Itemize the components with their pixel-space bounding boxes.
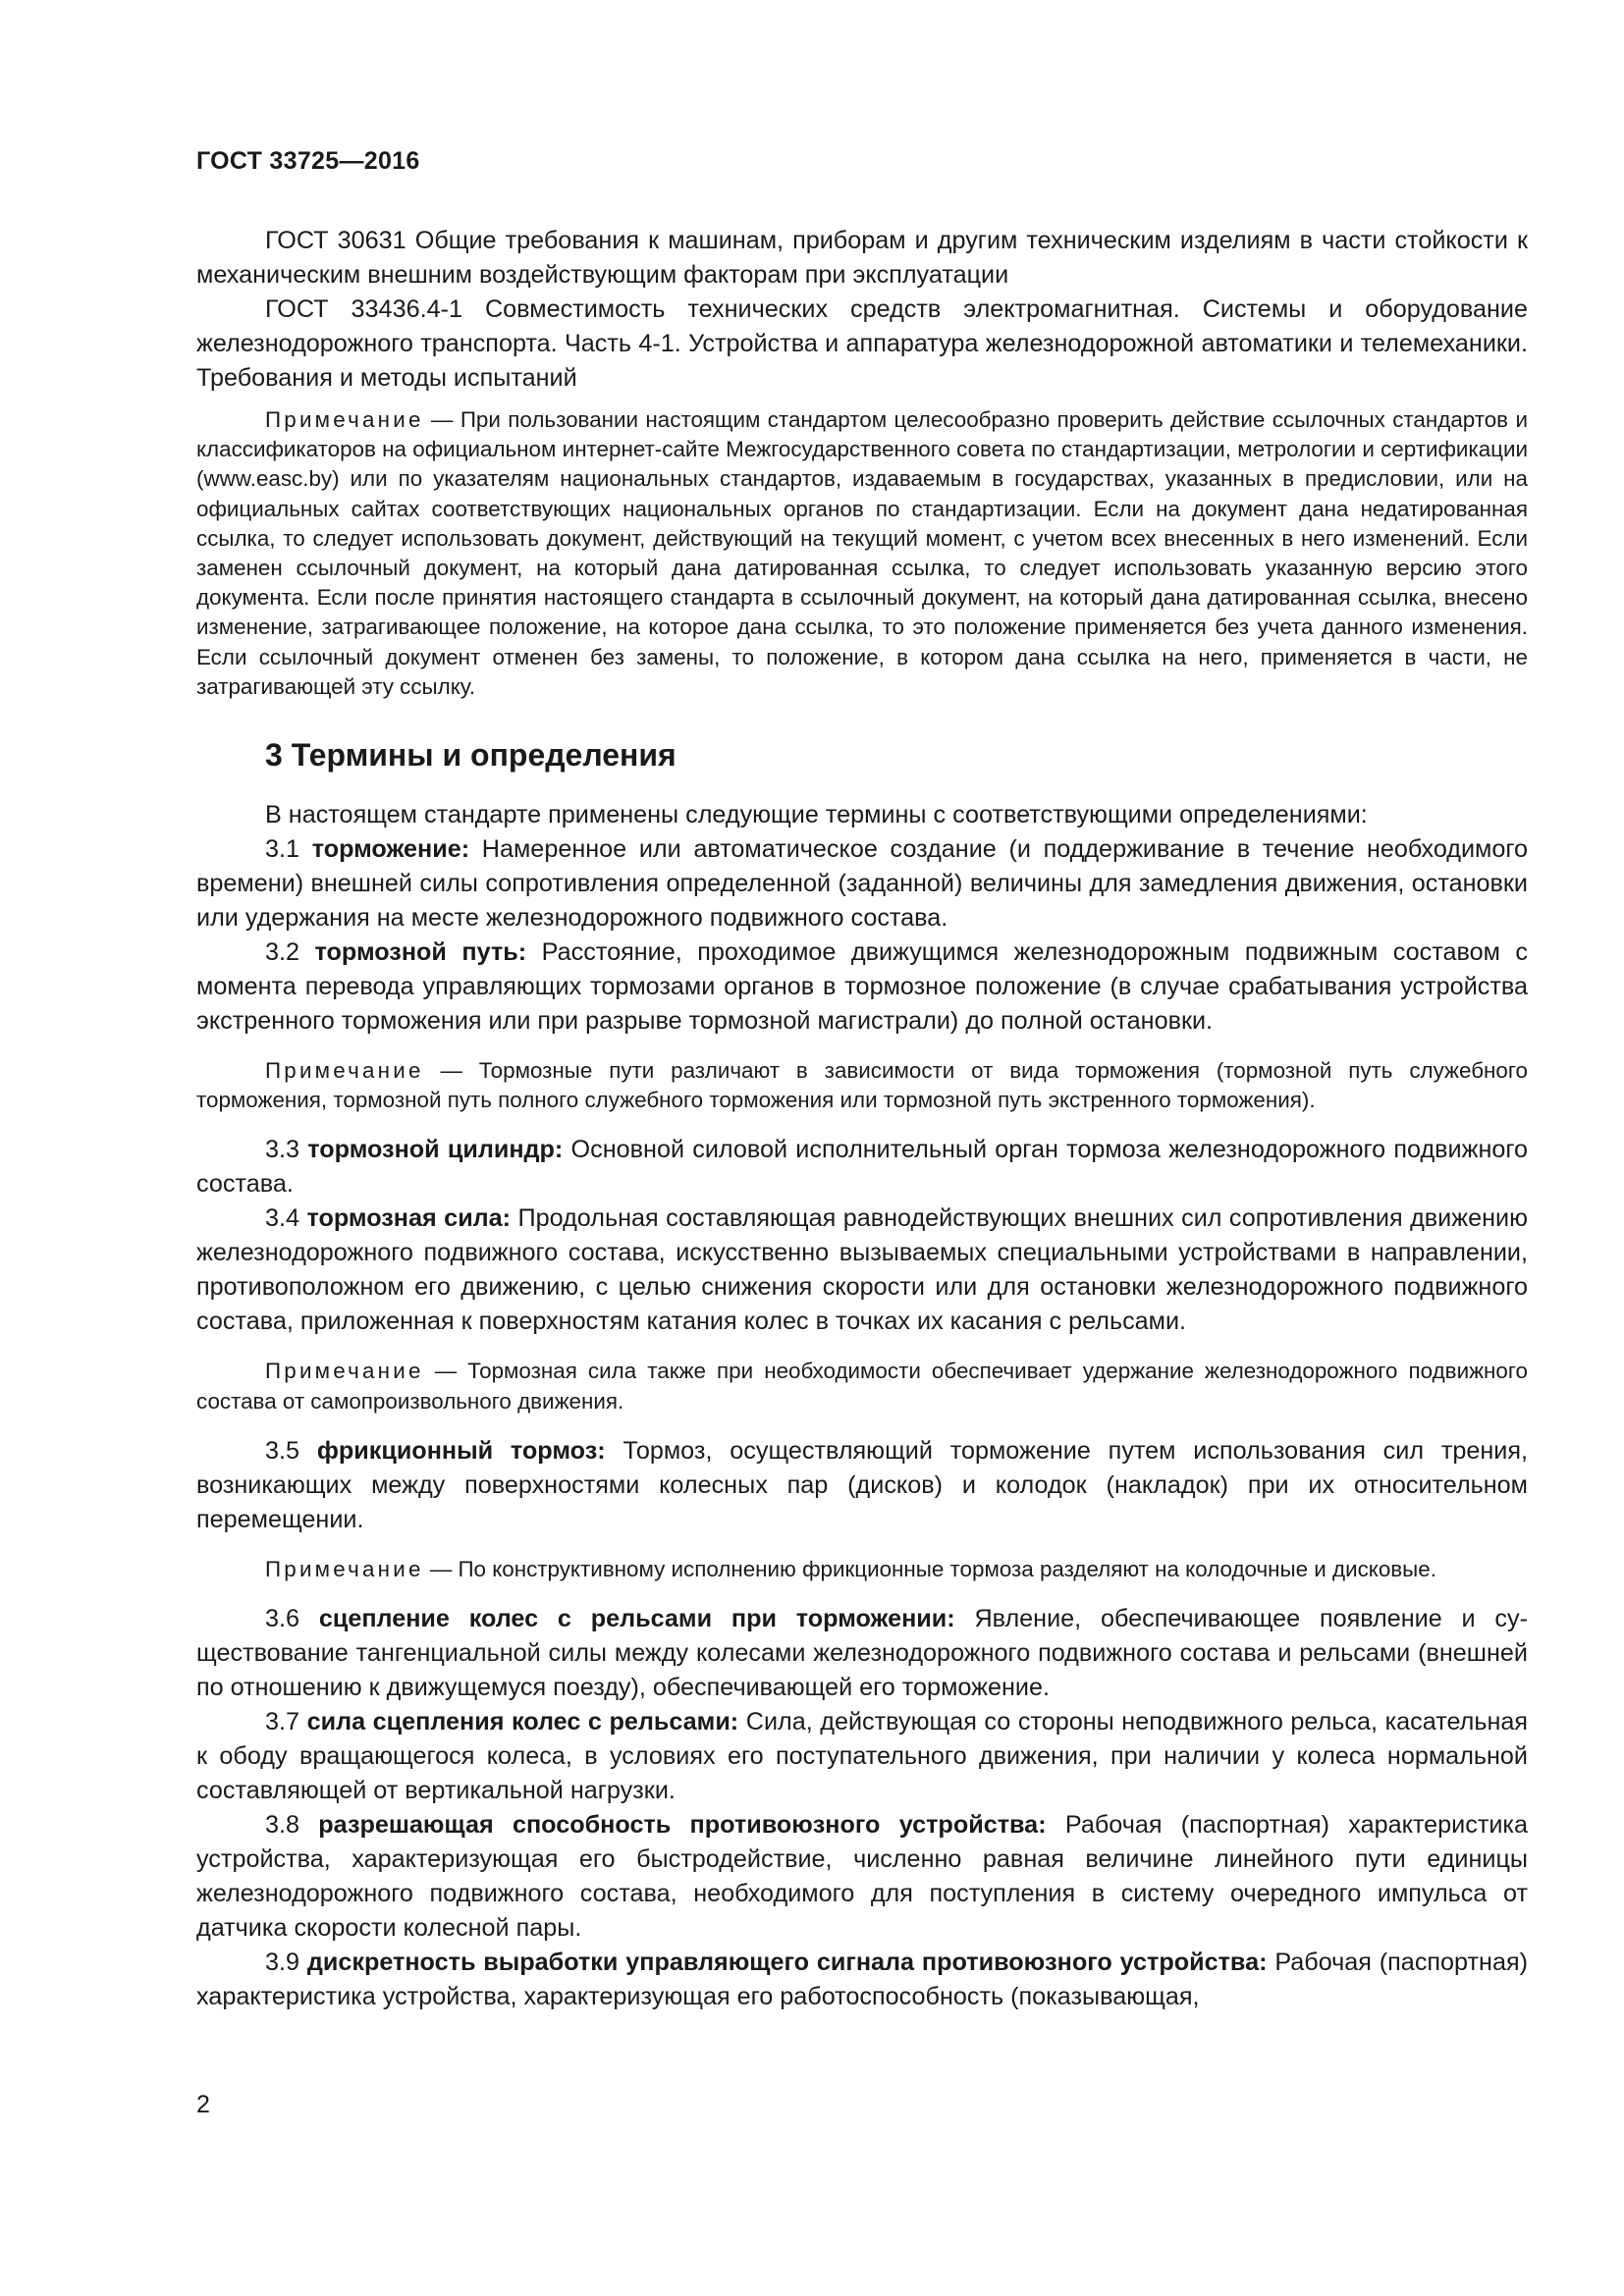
- term-entry: [196, 1133, 1528, 1201]
- reference-note: [196, 405, 1528, 702]
- note-label: Примечание: [265, 407, 424, 432]
- term-number: 3.4: [265, 1204, 300, 1233]
- document-header: ГОСТ 33725—2016: [196, 147, 420, 175]
- term-name: сила сцепления колес с рельсами:: [306, 1708, 739, 1736]
- term-definition: Тормоз, осуществляющий торможение путем использования сил трения, возникающих между поверхностями колесных пар (дисков) и колодок (накладок) при их относительном перемещении.: [196, 1436, 1529, 1533]
- term-number: 3.9: [265, 1949, 300, 1977]
- note-label: Примечание: [265, 1058, 424, 1084]
- term-entry: [196, 1705, 1528, 1808]
- term-number: 3.6: [265, 1605, 300, 1633]
- term-name: тормозной путь:: [314, 938, 527, 967]
- section-intro: В настоящем стандарте применены следующие термины с соответствующими определениями:: [265, 801, 1368, 829]
- term-number: 3.5: [265, 1436, 300, 1465]
- term-definition: Явление, обеспечивающее появление и существование тангенциальной силы между колесами железнодорожного подвижного состава и рельсами (внешней по отношению к движущемуся поезду), обеспечивающей его торможение.: [196, 1605, 1529, 1702]
- term-name: дискретность выработки управляющего сигнала противоюзного устройства:: [306, 1949, 1268, 1977]
- term-entry: [196, 1602, 1528, 1705]
- note-label: Примечание: [265, 1556, 424, 1581]
- term-name: торможение:: [311, 835, 470, 864]
- term-definition: Расстояние, проходимое движущимся железнодорожным подвижным составом с момента перевода управляющих тормозами органов в тормозное положение (в случае срабатывания устройства экстренного торможения или при разрыве тормозной магистрали) до полной остановки.: [196, 938, 1529, 1036]
- term-name: тормозная сила:: [306, 1204, 512, 1233]
- reference-item: ГОСТ 33436.4-1 Совместимость технических средств электромагнитная. Системы и оборудование железнодорожного транспорта. Часть 4-1. Устройства и аппаратура железнодорожной автоматики и телемеханики. Требования и методы испытаний: [196, 295, 1528, 392]
- term-number: 3.3: [265, 1136, 300, 1164]
- term-entry: [196, 832, 1528, 935]
- term-name: тормозной цилиндр:: [307, 1136, 564, 1164]
- term-entry: [196, 1434, 1528, 1537]
- note-dash: —: [423, 1359, 468, 1384]
- note-dash: —: [423, 1058, 479, 1084]
- term-entry: [196, 1808, 1528, 1946]
- note-text: По конструктивному исполнению фрикционные тормоза разделяют на колодочные и дисковые.: [458, 1556, 1436, 1581]
- note-label: Примечание: [265, 1359, 424, 1384]
- document-page: [196, 0, 1528, 2296]
- term-name: сцепление колес с рельсами при торможении:: [318, 1605, 955, 1633]
- term-name: разрешающая способность противоюзного устройства:: [318, 1811, 1047, 1840]
- term-name: фрикционный тормоз:: [316, 1436, 606, 1465]
- term-definition: Рабочая (паспортная) характеристика устройства, характеризующая его быстродействие, численно равная величине линейного пути единицы железнодорожного подвижного состава, необходимого для поступления в систему очередного импульса от датчика скорости колесной пары.: [196, 1811, 1529, 1943]
- term-number: 3.7: [265, 1708, 300, 1736]
- term-note: [196, 1357, 1528, 1415]
- note-dash: —: [423, 1556, 459, 1581]
- term-definition: Продольная составляющая равнодействующих внешних сил сопротивления движению железнодорожного подвижного состава, искусственно вызываемых специальными устройствами в направлении, противоположном его движению, с целью снижения скорости или для остановки железнодорожного подвижного состава, приложенная к поверхностям катания колес в точках их касания с рельсами.: [196, 1204, 1528, 1336]
- term-entry: [196, 1201, 1528, 1339]
- page-number: 2: [196, 2091, 210, 2118]
- note-text: При пользовании настоящим стандартом целесообразно проверить действие ссылочных стандартов и классификаторов на официальном интернет-сайте Межгосударственного совета по стандартизации, метрологии и сертификации (www.easc.by) или по указателям национальных стандартов, издаваемым в государствах, указанных в предисловии, или на официальных сайтах соответствующих национальных органов по стандартизации. Если на документ дана недатированная ссылка, то следует использовать документ, действующий на текущий момент, с учетом всех внесенных в него изменений. Если заменен ссылочный документ, на который дана датированная ссылка, то следует использовать указанную версию этого документа. Если после принятия настоящего стандарта в ссылочный документ, на который дана датированная ссылка, внесено изменение, затрагивающее положение, на которое дана ссылка, то это положение применяется без учета данного изменения. Если ссылочный документ отменен без замены, то положение, в котором дана ссылка на него, применяется в части, не затрагивающей эту ссылку.: [196, 407, 1528, 699]
- term-number: 3.8: [265, 1811, 300, 1840]
- document-body: [196, 224, 1528, 2014]
- reference-item: ГОСТ 30631 Общие требования к машинам, приборам и другим техническим изделиям в части стойкости к механическим внешним воздействующим факторам при эксплуатации: [196, 227, 1528, 289]
- term-definition: Основной силовой исполнительный орган тормоза железнодорожного подвижного состава.: [196, 1136, 1529, 1199]
- term-entry: [196, 1946, 1528, 2014]
- term-number: 3.1: [265, 835, 300, 864]
- term-definition: Сила, действующая со стороны неподвижного рельса, касательная к ободу вращающегося колеса, в условиях его поступательного движения, при наличии у колеса нормальной составляющей от вертикальной нагрузки.: [196, 1708, 1529, 1805]
- term-note: [196, 1555, 1528, 1584]
- term-entry: [196, 935, 1528, 1039]
- section-title: 3 Термины и определения: [265, 737, 677, 774]
- note-text: Тормозная сила также при необходимости обеспечивает удержание железнодорожного подвижного состава от самопроизвольного движения.: [196, 1359, 1529, 1414]
- note-text: Тормозные пути различают в зависимости от вида торможения (тормозной путь служебного торможения, тормозной путь полного служебного торможения или тормозной путь экстренного торможения).: [196, 1058, 1528, 1113]
- term-number: 3.2: [265, 938, 300, 967]
- term-note: [196, 1056, 1528, 1115]
- term-definition: Намеренное или автоматическое создание (и поддерживание в течение необходимого времени) внешней силы сопротивления определенной (заданной) величины для замедления движения, остановки или удержания на месте железнодорожного подвижного состава.: [196, 835, 1529, 933]
- note-dash: —: [423, 407, 460, 432]
- term-definition: Рабочая (паспортная) характеристика устройства, характеризующая его работоспособность (показывающая,: [196, 1949, 1528, 2011]
